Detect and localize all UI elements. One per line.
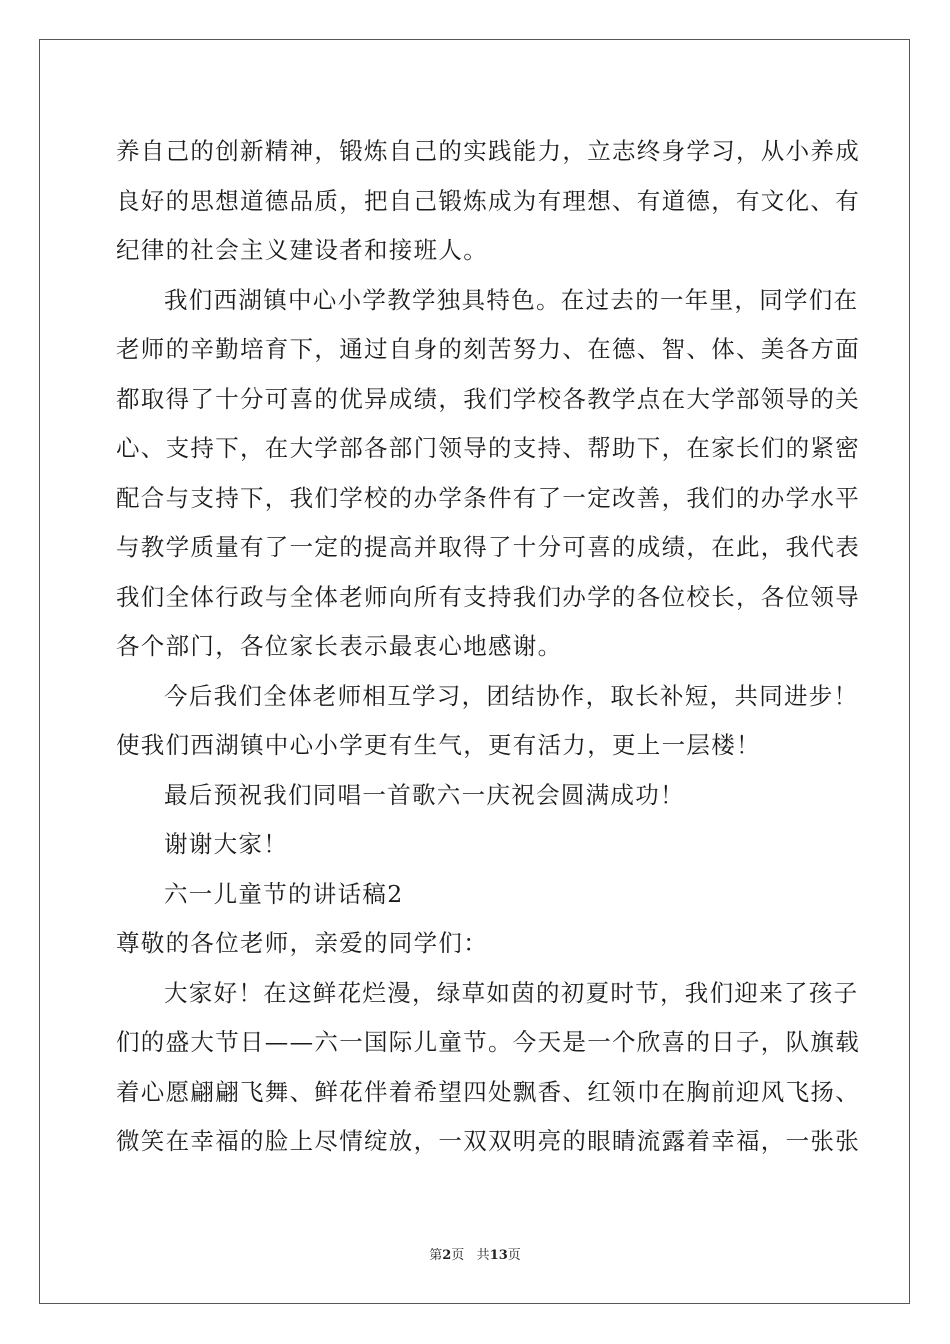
total-pages: 13 <box>489 1248 508 1263</box>
text-line: 大家好！在这鲜花烂漫，绿草如茵的初夏时节，我们迎来了孩子 <box>164 978 859 1007</box>
page-suffix: 页 <box>451 1248 465 1263</box>
text-line: 今后我们全体老师相互学习，团结协作，取长补短，共同进步！ <box>164 681 859 710</box>
page-footer <box>0 1244 950 1263</box>
text-line: 谢谢大家！ <box>164 830 288 858</box>
text-line: 我们全体行政与全体老师向所有支持我们办学的各位校长，各位领导 <box>116 582 860 611</box>
text-line: 养自己的创新精神，锻炼自己的实践能力，立志终身学习，从小养成 <box>116 137 860 165</box>
text-line: 们的盛大节日——六一国际儿童节。今天是一个欣喜的日子，队旗载 <box>116 1028 860 1056</box>
section-heading: 六一儿童节的讲话稿2 <box>164 879 404 908</box>
salutation: 尊敬的各位老师，亲爱的同学们： <box>116 929 488 957</box>
document-body <box>116 127 860 1167</box>
text-line: 各个部门，各位家长表示最衷心地感谢。 <box>116 632 563 660</box>
page-number: 2 <box>442 1248 452 1263</box>
text-line: 纪律的社会主义建设者和接班人。 <box>116 236 488 264</box>
page-prefix: 第 <box>429 1248 443 1263</box>
text-line: 着心愿翩翩飞舞、鲜花伴着希望四处飘香、红领巾在胸前迎风飞扬、 <box>116 1077 860 1106</box>
text-line: 与教学质量有了一定的提高并取得了十分可喜的成绩，在此，我代表 <box>116 533 860 561</box>
text-line: 心、支持下，在大学部各部门领导的支持、帮助下，在家长们的紧密 <box>116 434 860 462</box>
text-line: 使我们西湖镇中心小学更有生气，更有活力，更上一层楼！ <box>116 731 761 759</box>
text-line: 都取得了十分可喜的优异成绩，我们学校各教学点在大学部领导的关 <box>116 384 860 413</box>
text-line: 最后预祝我们同唱一首歌六一庆祝会圆满成功！ <box>164 780 685 809</box>
total-prefix: 共 <box>476 1248 490 1263</box>
total-suffix: 页 <box>507 1248 521 1263</box>
text-line: 良好的思想道德品质，把自己锻炼成为有理想、有道德，有文化、有 <box>116 186 860 215</box>
text-line: 我们西湖镇中心小学教学独具特色。在过去的一年里，同学们在 <box>164 285 859 314</box>
text-line: 老师的辛勤培育下，通过自身的刻苦努力、在德、智、体、美各方面 <box>116 335 860 363</box>
text-line: 微笑在幸福的脸上尽情绽放，一双双明亮的眼睛流露着幸福，一张张 <box>116 1127 860 1155</box>
text-line: 配合与支持下，我们学校的办学条件有了一定改善，我们的办学水平 <box>116 483 860 512</box>
